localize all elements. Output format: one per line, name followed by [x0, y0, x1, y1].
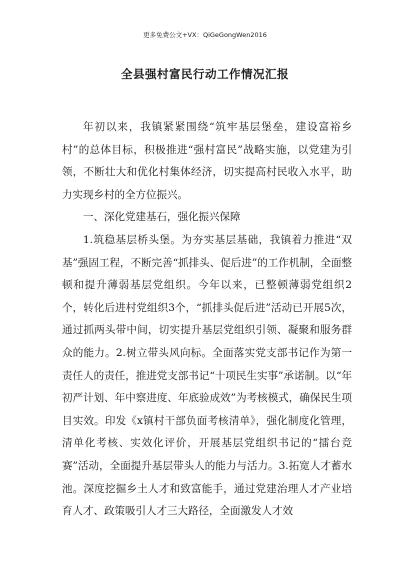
intro-paragraph: 年初以来，我镇紧紧围绕“筑牢基层堡垒，建设富裕乡村”的总体目标，积极推进“强村富民”战略实施，以党建为引领，不断壮大和优化村集体经济，切实提高村民收入水平，助力实现乡村的全方位振兴。 — [62, 121, 352, 201]
header-note: 更多免费公文+VX：QiGeGongWen2016 — [143, 31, 267, 39]
section-heading: 一、深化党建基石，强化振兴保障 — [83, 211, 241, 224]
body-paragraph: 1.筑稳基层桥头堡。为夯实基层基础，我镇着力推进“双基”强固工程，不断完善“抓排头、促后进”的工作机制，全面整顿和提升薄弱基层党组织。今年以来，已整顿薄弱党组织2个，转化后进村党组织3个，“抓排头促后进”活动已开展5次，通过抓两头带中间，切实提升基层党组织引领、凝聚和服务群众的能力。2.树立带头风向标。全面落实党支部书记作为第一责任人的责任，推进党支部书记“十项民生实事”承诺制。以“年初严计划、年中察进度、年底验成效”为考核模式，确保民生项目实效。印发《x镇村干部负面考核清单》，强化制度化管理，清单化考核、实效化评价，开展基层党组织书记的“擂台竞赛”活动，全面提升基层带头人的能力与活力。3.拓宽人才蓄水池。深度挖掘乡土人才和致富能手，通过党建治理人才产业培育人才、政策吸引人才三大路径，全面激发人才效 — [62, 233, 352, 518]
document-title: 全县强村富民行动工作情况汇报 — [121, 67, 289, 81]
document-body — [62, 116, 352, 523]
